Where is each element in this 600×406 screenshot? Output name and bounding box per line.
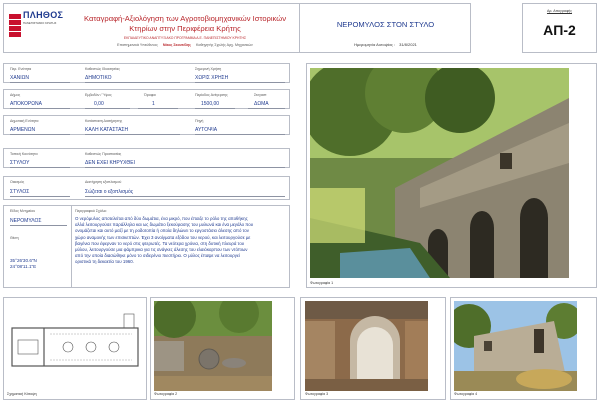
condition-value: ΚΑΛΗ ΚΑΤΑΣΤΑΣΗ [85,127,129,133]
condition-label: Κατάσταση Διατήρησης [85,119,123,123]
floors-label: Όροφοι [144,93,156,97]
field-row-6 [3,205,290,288]
main-photo [310,68,569,278]
description-line: αλλά λειτουργούσε παράλληλα και ως δωμάτιο ξεκούρασης του μυλωνά και ένα μεγάλο που [75,222,254,228]
community-value: ΧΑΝΙΩΝ [10,75,30,81]
source-label: Πηγή [195,119,204,123]
current-use-label: Σημερινή Χρήση [195,67,222,71]
record-value: ΑΠ-2 [543,22,576,38]
project-title-1: Καταγραφή-Αξιολόγηση των Αγροτοβιομηχανικών Ιστορικών [83,14,286,23]
ownership-label: Καθεστώς Ιδιοκτησίας [85,67,120,71]
responsible-name: Νίκος Σκουτέλης [162,43,192,47]
professor-title: Καθηγητής Σχολής Αρχ. Μηχανικών [196,43,253,47]
protection-label: Καθεστώς Προστασίας [85,152,122,156]
record-label: Αρ. Απογραφής [546,9,573,13]
area-label: Εμβαδόν / Ύψος [85,93,112,97]
logo [7,6,67,48]
floors-value: 1 [152,101,155,107]
date-value: 31/8/2021 [399,42,417,47]
type-value: ΝΕΡΟΜΥΛΟΣ [10,218,42,224]
period-label: Περίοδος Ανέγερσης [195,93,228,97]
municipality-value: ΑΠΟΚΟΡΩΝΑ [10,101,42,107]
roof-style-value: ΔΩΜΑ [254,101,269,107]
photo-4 [454,301,577,391]
community-label: Περ. Ενότητα [10,67,32,71]
photo4-caption: Φωτογραφία 4 [454,392,478,396]
equipment-label: Διατήρηση εξοπλισμού [85,180,122,184]
photo3-caption: Φωτογραφία 3 [305,392,329,396]
program-line: ΕΚΠΑΙΔΕΥΤΙΚΟ ΑΝΑΠΤΥΞΙΑΚΟ ΠΡΟΓΡΑΜΜΑ Α.Ε. ΠΑΝΕΠΙΣΤΗΜΙΟΥ ΚΡΗΤΗΣ [123,36,247,40]
protection-value: ΔΕΝ ΕΧΕΙ ΚΗΡΥΧΘΕΙ [85,160,136,166]
responsible-line [72,43,298,47]
description-line: μύλου, λειτουργούσε μια φάμπρικα για τις ανάγκες άλεσης του ελαιόκαρπου των ντόπιων [75,247,248,253]
equipment-value: Σώζεται ο εξοπλισμός [85,189,134,195]
description-line: ονομάζεται και αυτό μαζί με τη ροδοτοπία ή οποία δηλώνει το εργοστάσιο άλεσης από τον [75,228,249,234]
unit-label: Δημοτική Ενότητα [10,119,39,123]
period-value: 1500,00 [201,101,220,107]
description-text [75,216,287,266]
photo2-caption: Φωτογραφία 2 [154,392,178,396]
description-line: βαγένια που έφερναν το νερό στις φτερωτές. Τα νεότερα χρόνια, στη δυτική πλευρά του [75,240,245,246]
monument-title: ΝΕΡΟΜΥΛΟΣ ΣΤΟΝ ΣΤΥΛΟ [336,20,435,29]
photo-2 [154,301,272,391]
source-value: ΑΥΤΟΨΙΑ [195,127,218,133]
field-row-5 [3,176,290,200]
field-row-2 [3,89,290,109]
logo-sub: ΠΑΝΕΠΙΣΤΗΜΙΟ ΚΡΗΤΗΣ [23,21,57,25]
project-title-2: Κτηρίων στην Περιφέρεια Κρήτης [129,24,241,33]
field-row-3 [3,115,290,135]
position-label: Θέση [10,236,19,240]
local-community-label: Τοπική Κοινότητα [10,152,38,156]
type-label: Είδος Μνημείου [10,209,36,213]
local-community-value: ΣΤΥΛΟΥ [10,160,30,166]
municipality-label: Δήμος [10,93,21,97]
area-value: 0,00 [94,101,104,107]
roof-style-label: Στεγαστ [254,93,267,97]
logo-text: ΠΛΗΘΟΣ [23,10,64,20]
description-line: από την οποία διασώθηκε μόνο το σιδερένιο πιεστήριο. Ο μύλος έπαψε να λειτουργεί [75,253,240,259]
date-label: Ημερομηνία Αυτοψίας : [354,42,395,47]
plan-caption: Σχηματική Κάτοψη [7,392,37,396]
floor-plan [10,304,140,384]
settlement-label: Οικισμός [10,180,25,184]
position-value-2: 24°08'11.1"E [10,264,37,269]
position-value-1: 35°26'30.6"N [10,258,37,263]
field-row-1 [3,63,290,83]
photo-3 [305,301,428,391]
current-use-value: ΧΩΡΙΣ ΧΡΗΣΗ [195,75,229,81]
description-line: οριστικά τη δεκαετία του 1960. [75,259,134,265]
inspection-date [300,42,471,47]
description-line: χώρο αναμονής των επισκεπτών. Έχει 3 ανοίγματα εξόδου του νερού, και λειτουργούσε με [75,234,251,240]
logo-mark-icon [9,14,21,42]
ownership-value: ΔΗΜΟΤΙΚΟ [85,75,112,81]
description-line: Ο νερόμυλος αποτελείται από δύο δωμάτια, ένα μικρό, που έπαιζε το ρόλο της αποθήκης [75,216,248,221]
description-label: Περιγραφικό Σχόλιο [75,209,107,213]
unit-value: ΑΡΜΕΝΩΝ [10,127,36,133]
main-photo-caption: Φωτογραφία 1 [310,281,334,285]
field-row-4 [3,148,290,168]
settlement-value: ΣΤΥΛΟΣ [10,189,30,195]
responsible-label: Επιστημονικά Υπεύθυνος [117,43,158,47]
